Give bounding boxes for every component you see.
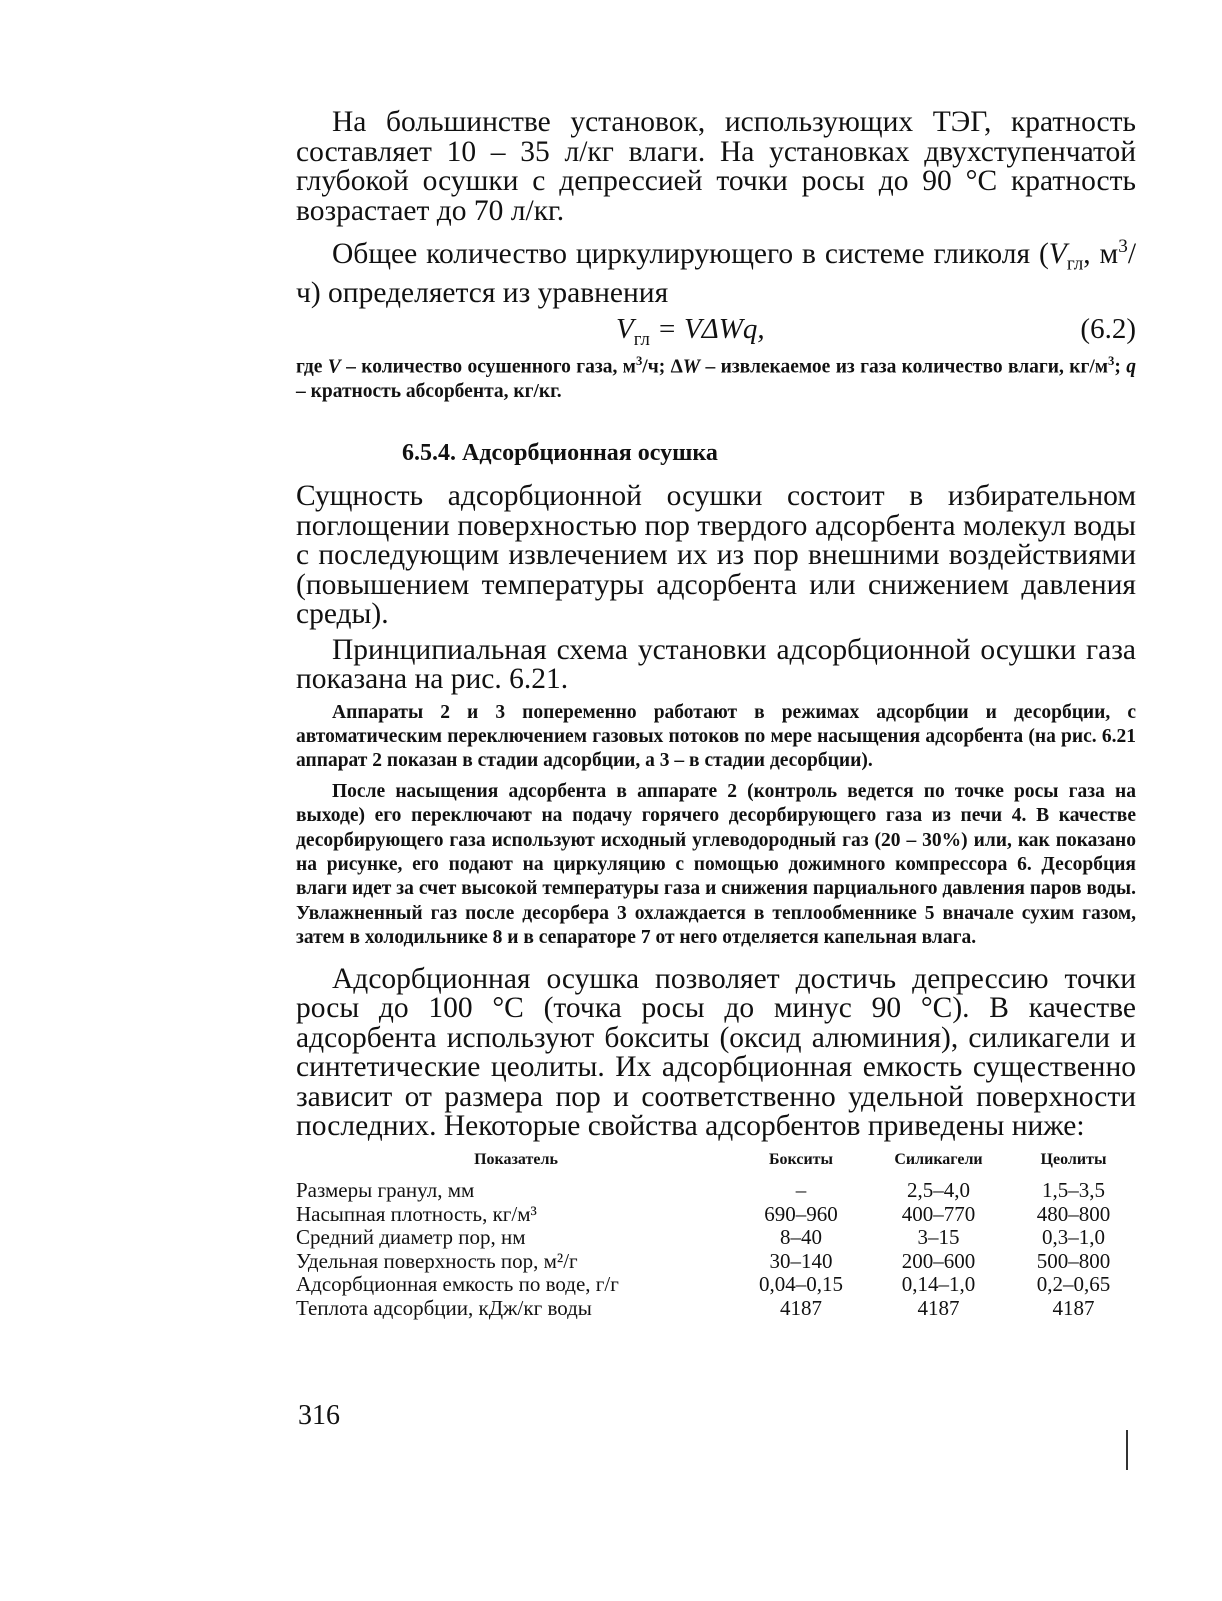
text-fragment: – количество осушенного газа, м bbox=[340, 356, 636, 378]
table-cell: 480–800 bbox=[1036, 1201, 1111, 1226]
paragraph-adsorbents: Адсорбционная осушка позволяет достичь депрессию точки росы до 100 °С (точка росы до минус 90 °С). В качестве адсорбента используют бокситы (оксид алюминия), силикагели и синтетические цеолиты. Их адсорбционная емкость существенно зависит от размера пор и соответственно удельной поверхности последних. Некоторые свойства адсорбентов приведены ниже: bbox=[296, 962, 1136, 1143]
text-fragment: /ч; Δ bbox=[642, 356, 683, 378]
table-cell: 3–15 bbox=[917, 1225, 960, 1250]
table-cell: 0,14–1,0 bbox=[901, 1272, 976, 1297]
table-cell: 200–600 bbox=[901, 1248, 976, 1273]
text-fragment: Общее количество циркулирующего в системе гликоля ( bbox=[332, 237, 1049, 270]
text-fragment: /ч) определяется из уравнения bbox=[296, 237, 1137, 310]
text-fragment: где bbox=[296, 356, 328, 378]
table-cell: Теплота адсорбции, кДж/кг воды bbox=[296, 1295, 592, 1320]
subscript-gl: гл bbox=[1066, 253, 1084, 275]
text-fragment: , м bbox=[1083, 237, 1119, 270]
adsorbent-properties-table bbox=[296, 1148, 1136, 1321]
symbol-v: V bbox=[327, 356, 341, 378]
table-cell: 0,2–0,65 bbox=[1036, 1272, 1111, 1297]
table-cell: 0,04–0,15 bbox=[759, 1272, 843, 1297]
table-cell: 500–800 bbox=[1036, 1248, 1111, 1273]
table-header-row bbox=[296, 1148, 1136, 1180]
superscript-3: 3 bbox=[1118, 236, 1128, 257]
paragraph-schema-ref: Принципиальная схема установки адсорбционной осушки газа показана на рис. 6.21. bbox=[296, 633, 1136, 696]
table-row bbox=[296, 1226, 1136, 1250]
table-row bbox=[296, 1250, 1136, 1274]
table-cell: Размеры гранул, мм bbox=[296, 1178, 475, 1203]
symbol-q: q bbox=[1126, 356, 1136, 378]
table-row bbox=[296, 1297, 1136, 1321]
table-cell: 4187 bbox=[917, 1295, 960, 1320]
symbol-v: V bbox=[1048, 237, 1067, 270]
table-cell: 4187 bbox=[1052, 1295, 1095, 1320]
table-header: Бокситы bbox=[768, 1150, 834, 1168]
section-heading: 6.5.4. Адсорбционная осушка bbox=[402, 440, 718, 467]
table-cell: Средний диаметр пор, нм bbox=[296, 1225, 526, 1250]
formula-lhs: V bbox=[616, 312, 634, 345]
table-cell: 30–140 bbox=[769, 1248, 833, 1273]
formula-subscript: гл bbox=[633, 328, 650, 350]
table-cell: – bbox=[795, 1178, 807, 1203]
paragraph-teg-ratio: На большинстве установок, использующих ТЭГ, кратность составляет 10 – 35 л/кг влаги. На установках двухступенчатой глубокой осушки с депрессией точки росы до 90 °С кратность возрастает до 70 л/кг. bbox=[296, 106, 1136, 227]
table-cell: 2,5–4,0 bbox=[907, 1178, 970, 1203]
formula-expression bbox=[616, 311, 765, 358]
superscript-3: 3 bbox=[635, 353, 643, 368]
scan-edge-mark bbox=[1126, 1430, 1128, 1470]
paragraph-adsorption-essence: Сущность адсорбционной осушки состоит в избирательном поглощении поверхностью пор твердого адсорбента молекул воды с последующим извлечением их из пор внешними воздействиями (повышением температуры адсорбента или снижением давления среды). bbox=[296, 480, 1136, 631]
text-fragment: ; bbox=[1114, 356, 1127, 378]
page-number: 316 bbox=[298, 1400, 340, 1431]
table-row bbox=[296, 1203, 1136, 1227]
formula-rhs: = VΔWq, bbox=[649, 312, 765, 345]
paragraph-desorption: После насыщения адсорбента в аппарате 2 (контроль ведется по точке росы газа на выходе) его переключают на подачу горячего десорбирующего газа из печи 4. В качестве десорбирующего газа используют исходный углеводородный газ (20 – 30%) или, как показано на рисунке, его подают на циркуляцию с помощью дожимного компрессора 6. Десорбция влаги идет за счет высокой температуры газа и снижения парциального давления паров воды. Увлажненный газ после десорбера 3 охлаждается в теплообменнике 5 вначале сухим газом, затем в холодильнике 8 и в сепараторе 7 от него отделяется капельная влага. bbox=[296, 780, 1136, 949]
table-header: Цеолиты bbox=[1040, 1150, 1107, 1168]
superscript-3: 3 bbox=[1108, 353, 1115, 368]
page-content bbox=[296, 108, 1136, 1320]
table-cell: 4187 bbox=[780, 1295, 822, 1320]
table-row bbox=[296, 1273, 1136, 1297]
text-fragment: – кратность абсорбента, кг/кг. bbox=[296, 380, 562, 402]
text-fragment: – извлекаемое из газа количество влаги, кг/м bbox=[700, 356, 1109, 378]
table-cell: 400–770 bbox=[901, 1201, 976, 1226]
table-cell: 8–40 bbox=[780, 1225, 822, 1250]
paragraph-apparatus: Аппараты 2 и 3 попеременно работают в режимах адсорбции и десорбции, с автоматическим переключением газовых потоков по мере насыщения адсорбента (на рис. 6.21 аппарат 2 показан в стадии адсорбции, а 3 – в стадии десорбции). bbox=[296, 701, 1136, 772]
formula-6-2 bbox=[296, 311, 1136, 350]
table-cell: 0,3–1,0 bbox=[1042, 1225, 1105, 1250]
table-header: Силикагели bbox=[894, 1150, 983, 1168]
formula-number: (6.2) bbox=[1080, 312, 1136, 345]
symbol-w: W bbox=[682, 356, 701, 378]
table-header: Показатель bbox=[474, 1150, 558, 1168]
table-cell: Насыпная плотность, кг/м³ bbox=[296, 1201, 537, 1226]
table-cell: 1,5–3,5 bbox=[1042, 1178, 1105, 1203]
paragraph-glycol-amount bbox=[296, 232, 1136, 309]
table-row bbox=[296, 1179, 1136, 1203]
table-cell: 690–960 bbox=[764, 1201, 838, 1226]
table-cell: Удельная поверхность пор, м²/г bbox=[296, 1248, 578, 1273]
table-cell: Адсорбционная емкость по воде, г/г bbox=[296, 1272, 619, 1297]
